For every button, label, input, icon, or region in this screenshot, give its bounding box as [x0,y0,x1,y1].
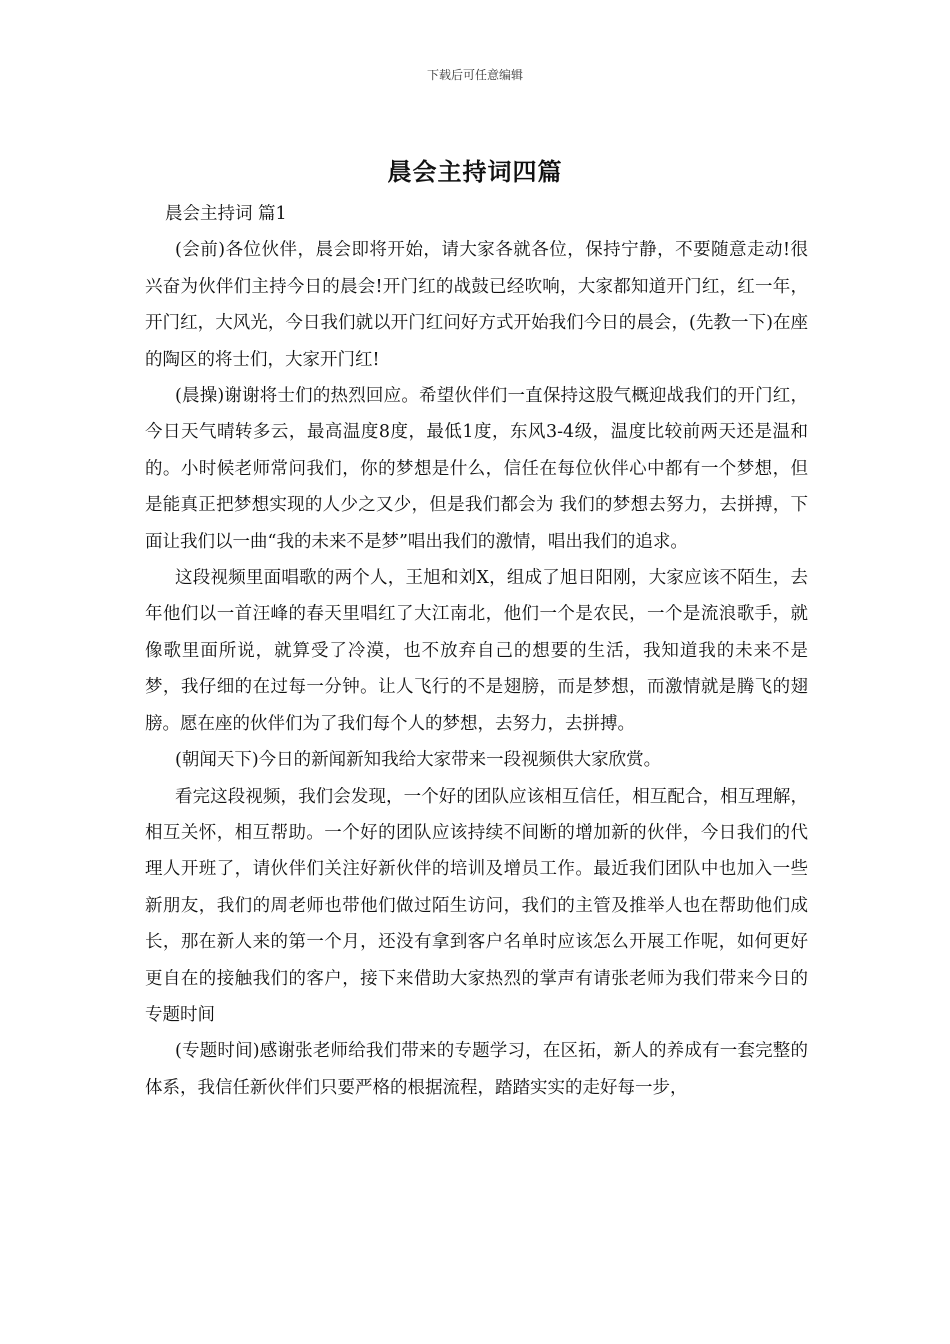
section-subtitle: 晨会主持词 篇1 [165,204,287,224]
paragraph-1: (会前)各位伙伴，晨会即将开始，请大家各就各位，保持宁静，不要随意走动!很兴奋为伙伴们主持今日的晨会!开门红的战鼓已经吹响，大家都知道开门红，红一年，开门红，大风光，今日我们就以开门红问好方式开始我们今日的晨会，(先教一下)在座的陶区的将士们，大家开门红! [145,240,808,370]
document-body [145,196,808,1106]
document-title: 晨会主持词四篇 [387,157,563,186]
paragraph-5: 看完这段视频，我们会发现，一个好的团队应该相互信任，相互配合，相互理解，相互关怀，相互帮助。一个好的团队应该持续不间断的增加新的伙伴，今日我们的代理人开班了，请伙伴们关注好新伙伴的培训及增员工作。最近我们团队中也加入一些新朋友，我们的周老师也带他们做过陌生访问，我们的主管及推举人也在帮助他们成长，那在新人来的第一个月，还没有拿到客户名单时应该怎么开展工作呢，如何更好更自在的接触我们的客户，接下来借助大家热烈的掌声有请张老师为我们带来今日的专题时间 [145,786,808,1025]
paragraph-2: (晨操)谢谢将士们的热烈回应。希望伙伴们一直保持这股气概迎战我们的开门红，今日天气晴转多云，最高温度8度，最低1度，东风3-4级，温度比较前两天还是温和的。小时候老师常问我们，你的梦想是什么，信任在每位伙伴心中都有一个梦想，但是能真正把梦想实现的人少之又少，但是我们都会为 我们的梦想去努力，去拼搏，下面让我们以一曲“我的未来不是梦”唱出我们的激情，唱出我们的追求。 [145,386,808,552]
header-note: 下载后可任意编辑 [426,68,523,82]
paragraph-3: 这段视频里面唱歌的两个人，王旭和刘X，组成了旭日阳刚，大家应该不陌生，去年他们以一首汪峰的春天里唱红了大江南北，他们一个是农民，一个是流浪歌手，就像歌里面所说，就算受了冷漠，也不放弃自己的想要的生活，我知道我的未来不是梦，我仔细的在过每一分钟。让人飞行的不是翅膀，而是梦想，而激情就是腾飞的翅膀。愿在座的伙伴们为了我们每个人的梦想，去努力，去拼搏。 [145,568,808,734]
paragraph-6: (专题时间)感谢张老师给我们带来的专题学习，在区拓，新人的养成有一套完整的体系，我信任新伙伴们只要严格的根据流程，踏踏实实的走好每一步， [145,1041,808,1098]
paragraph-4: (朝闻天下)今日的新闻新知我给大家带来一段视频供大家欣赏。 [175,750,662,771]
